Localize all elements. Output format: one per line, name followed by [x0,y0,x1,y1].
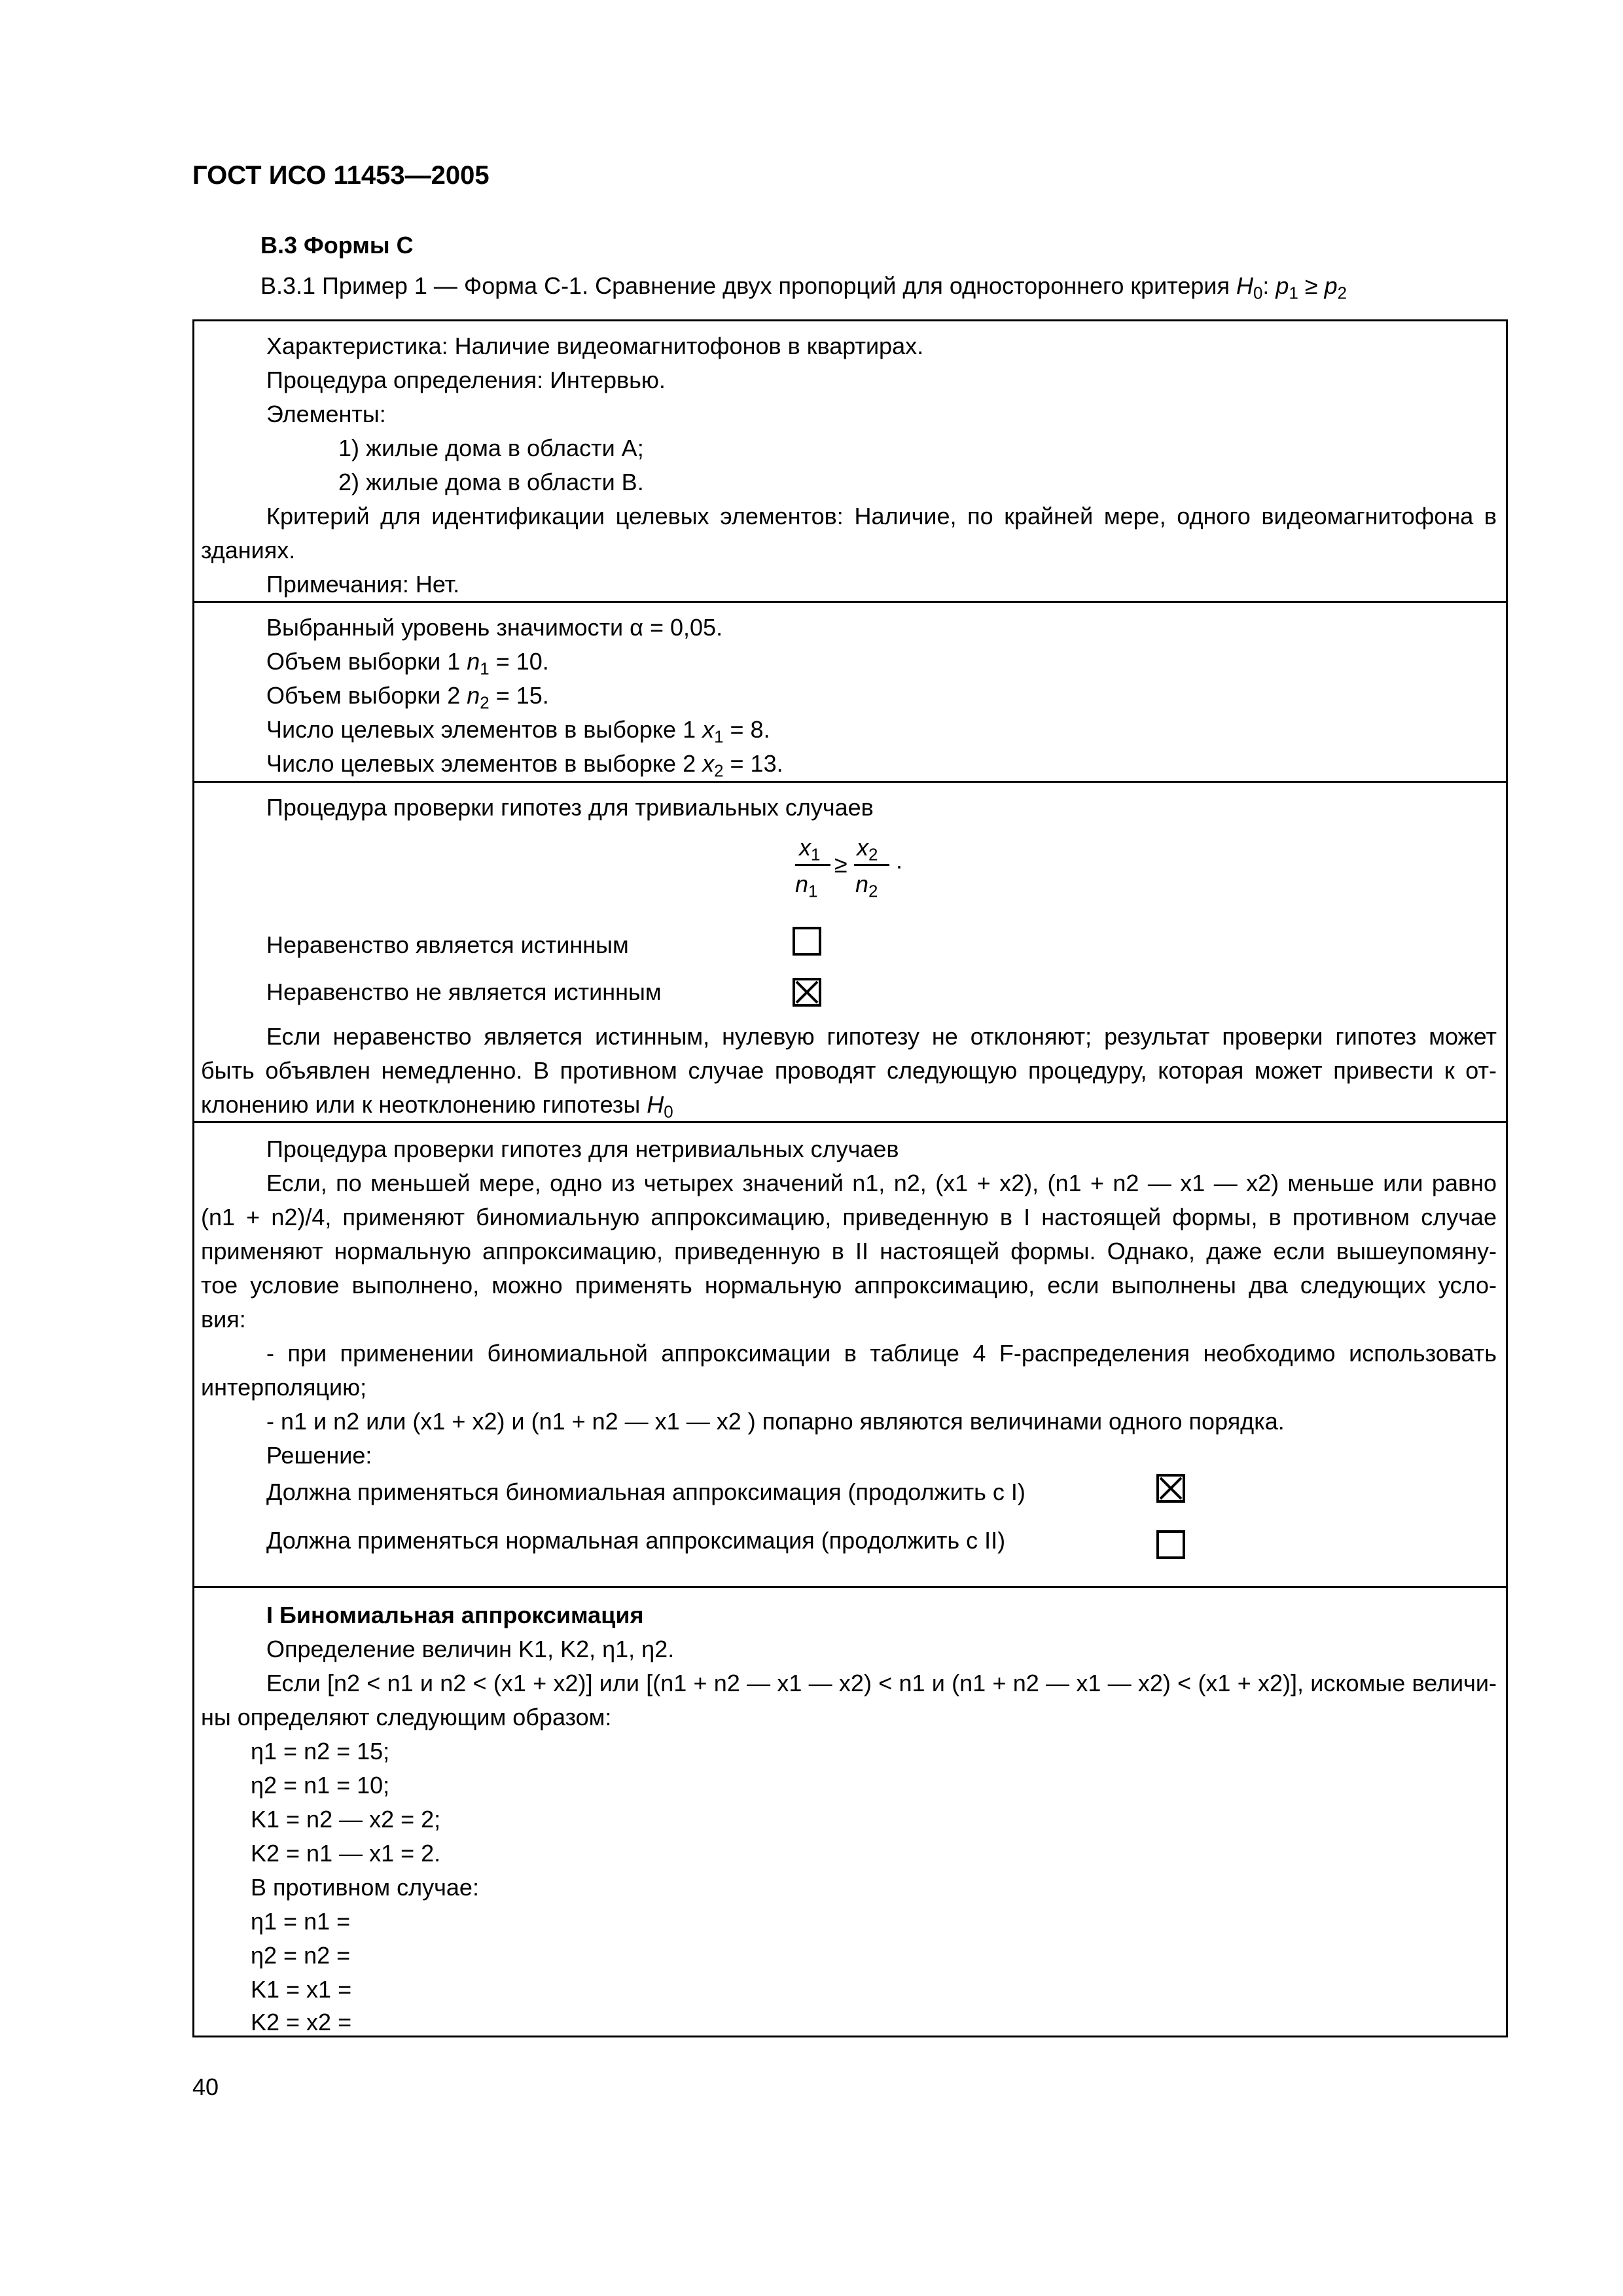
otherwise-label: В противном случае: [251,1874,479,1901]
math-period: . [896,847,903,874]
nontrivial-paragraph-line: вия: [201,1306,246,1333]
fraction-bar [795,864,830,866]
param-label: Объем выборки 1 [266,648,467,675]
condition-line: ны определяют следующим образом: [201,1704,612,1731]
math-symbol: x [857,834,868,861]
math-subscript: 2 [480,694,490,713]
param-value: = 8. [723,716,770,743]
nontrivial-paragraph-line: - при применении биномиальной аппроксимации в таблице 4 F-распределения необходимо использовать [266,1340,1497,1367]
math-symbol: x [799,834,811,861]
math-subscript: 1 [714,728,724,747]
fraction-bar [854,864,889,866]
math-subscript: 1 [808,882,818,901]
nontrivial-heading: Процедура проверки гипотез для нетривиальных случаев [266,1136,899,1162]
nontrivial-paragraph-line: - n1 и n2 или (x1 + x2) и (n1 + n2 — x1 — x2 ) попарно являются величинами одного порядка. [266,1408,1285,1435]
math-symbol: n [467,682,480,709]
elements-label: Элементы: [266,401,386,427]
page-number: 40 [192,2073,219,2100]
inequality-false-checkbox[interactable] [793,978,821,1007]
nontrivial-case-box [194,1123,1506,1588]
formula-line: K2 = n1 — x1 = 2. [251,1840,441,1867]
subsection-title [260,272,1347,303]
math-symbol: H [1236,272,1253,299]
characteristic-box [194,321,1506,603]
alpha-line: Выбранный уровень значимости α = 0,05. [266,614,723,641]
math-symbol: p [1324,272,1338,299]
formula-line: K1 = x1 = [251,1976,352,2003]
math-symbol: x [702,750,715,777]
param-label: Объем выборки 2 [266,682,467,709]
formula-line: η2 = n2 = [251,1942,351,1969]
nontrivial-paragraph-line: применяют нормальную аппроксимацию, приведенную в II настоящей формы. Однако, даже если вышеупомяну- [201,1238,1497,1265]
normal-option-label: Должна применяться нормальная аппроксимация (продолжить с II) [266,1527,1006,1554]
math-symbol: n [855,870,869,897]
element-item: 2) жилые дома в области В. [338,469,644,495]
math-subscript: 2 [868,882,878,901]
param-value: = 15. [489,682,549,709]
definitions-line: Определение величин K1, K2, η1, η2. [266,1636,675,1662]
normal-option-checkbox[interactable] [1156,1530,1185,1559]
fraction-denominator [855,870,878,901]
inequality-true-checkbox[interactable] [793,927,821,956]
inequality-true-label: Неравенство является истинным [266,931,629,958]
fraction-numerator [857,834,878,865]
binomial-option-checkbox[interactable] [1156,1474,1185,1503]
math-symbol: H [647,1091,664,1118]
binomial-approximation-box [194,1588,1506,2036]
n2-line [266,682,549,713]
math-operator: ≥ [1298,272,1325,299]
math-symbol: n [467,648,480,675]
formula-line: K1 = n2 — x2 = 2; [251,1806,441,1833]
fraction-denominator [795,870,818,901]
math-symbol: n [795,870,809,897]
inequality-false-label: Неравенство не является истинным [266,978,662,1005]
formula-line: η2 = n1 = 10; [251,1772,390,1799]
param-label: Число целевых элементов в выборке 1 [266,716,703,743]
nontrivial-paragraph-line: интерполяцию; [201,1374,367,1401]
nontrivial-paragraph-line: Если, по меньшей мере, одно из четырех значений n1, n2, (x1 + x2), (n1 + n2 — x1 — x2) меньше или равно [266,1170,1497,1196]
decision-label: Решение: [266,1442,372,1469]
n1-line [266,648,549,679]
formula-line: K2 = x2 = [251,2009,352,2036]
document-title: ГОСТ ИСО 11453—2005 [192,161,490,190]
trivial-case-box [194,783,1506,1123]
math-subscript: 2 [1337,284,1347,303]
param-value: = 10. [489,648,549,675]
trivial-heading: Процедура проверки гипотез для тривиальных случаев [266,794,874,821]
element-item: 1) жилые дома в области А; [338,435,644,461]
paragraph-text: клонению или к неотклонению гипотезы [201,1091,647,1118]
math-subscript: 2 [714,762,724,781]
nontrivial-paragraph-line: тое условие выполнено, можно применять нормальную аппроксимацию, если выполнены два следующих усло- [201,1272,1497,1299]
binomial-heading: I Биномиальная аппроксимация [266,1602,644,1628]
trivial-paragraph-line: быть объявлен немедленно. В противном случае проводят следующую процедуру, которая может привести к от- [201,1057,1497,1084]
formula-line: η1 = n1 = [251,1908,351,1935]
math-subscript: 1 [1289,284,1298,303]
param-value: = 13. [723,750,783,777]
x2-line [266,750,783,781]
fraction-numerator [799,834,821,865]
math-separator: : [1262,272,1276,299]
binomial-option-label: Должна применяться биномиальная аппроксимация (продолжить с I) [266,1479,1026,1505]
x1-line [266,716,770,747]
param-label: Число целевых элементов в выборке 2 [266,750,703,777]
math-subscript: 2 [868,846,878,865]
notes-line: Примечания: Нет. [266,571,460,598]
math-operator: ≥ [834,851,847,878]
math-symbol: x [702,716,715,743]
inequality-formula [793,834,923,906]
form-frame [192,319,1508,2037]
math-subscript: 1 [811,846,821,865]
trivial-paragraph-line: Если неравенство является истинным, нулевую гипотезу не отклоняют; результат проверки гипотез может [266,1023,1497,1050]
subsection-text: В.3.1 Пример 1 — Форма С-1. Сравнение двух пропорций для одностороннего критерия [260,272,1236,299]
formula-line: η1 = n2 = 15; [251,1738,390,1765]
condition-line: Если [n2 < n1 и n2 < (x1 + x2)] или [(n1 + n2 — x1 — x2) < n1 и (n1 + n2 — x1 — x2) < (x1 + x2)], искомые величи- [266,1670,1497,1696]
math-symbol: p [1275,272,1289,299]
criterion-line: Критерий для идентификации целевых элементов: Наличие, по крайней мере, одного видеомагнитофона в [266,503,1497,529]
characteristic-line: Характеристика: Наличие видеомагнитофонов в квартирах. [266,332,924,359]
math-subscript: 0 [664,1103,673,1122]
math-subscript: 0 [1253,284,1263,303]
trivial-paragraph-line [201,1091,673,1122]
math-subscript: 1 [480,660,490,679]
nontrivial-paragraph-line: (n1 + n2)/4, применяют биномиальную аппроксимацию, приведенную в I настоящей формы, в противном случае [201,1204,1497,1230]
section-title: В.3 Формы С [260,232,414,259]
procedure-line: Процедура определения: Интервью. [266,367,666,393]
sample-parameters-box [194,603,1506,783]
criterion-line: зданиях. [201,537,296,564]
